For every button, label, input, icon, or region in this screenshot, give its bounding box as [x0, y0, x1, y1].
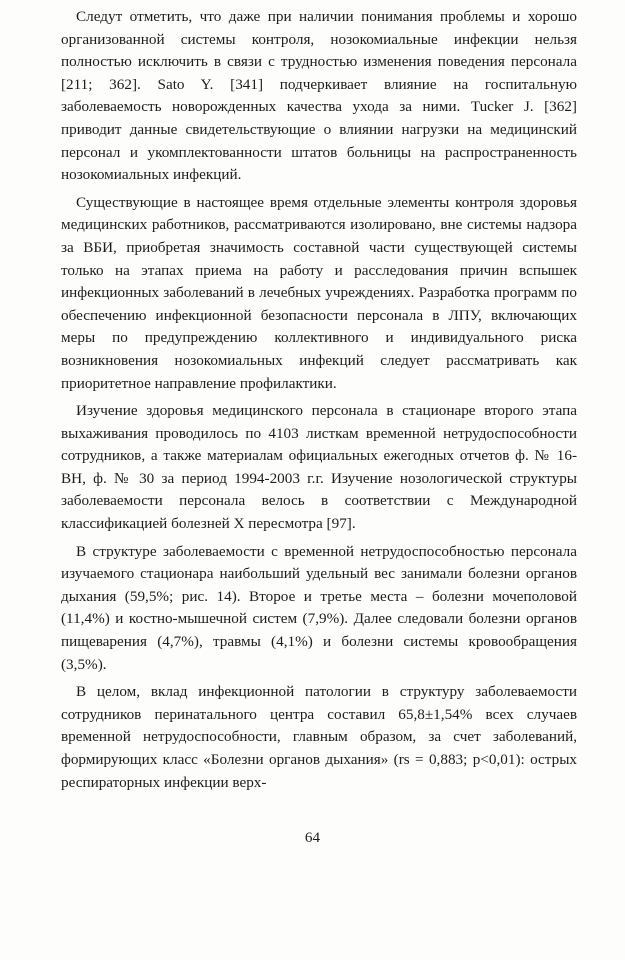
paragraph-1: Следут отметить, что даже при наличии понимания проблемы и хорошо организованной системы контроля, нозокомиальные инфекции нельзя полностью исключить в связи с трудностью изменения поведения персонала [211; 362]. Sato Y. [341] подчеркивает влияние на госпитальную заболеваемость новорожденных качества ухода за ними. Tucker J. [362] приводит данные свидетельствующие о влиянии нагрузки на медицинский персонал и укомплектованности штатов больницы на распространенность нозокомиальных инфекций.	[61, 8, 577, 184]
paragraph-4: В структуре заболеваемости с временной нетрудоспособностью персонала изучаемого стационара наибольший удельный вес занимали болезни органов дыхания (59,5%; рис. 14). Второе и третье места – болезни мочеполовой (11,4%) и костно-мышечной систем (7,9%). Далее следовали болезни органов пищеварения (4,7%), травмы (4,1%) и болезни системы кровообращения (3,5%).	[61, 542, 577, 673]
paragraph-2: Существующие в настоящее время отдельные элементы контроля здоровья медицинских работников, рассматриваются изолировано, вне системы надзора за ВБИ, приобретая значимость составной части существующей системы только на этапах приема на работу и расследования причин вспышек инфекционных заболеваний в лечебных учреждениях. Разработка программ по обеспечению инфекционной безопасности персонала в ЛПУ, включающих меры по предупреждению коллективного и индивидуального риска возникновения нозокомиальных инфекций следует рассматривать как приоритетное направление профилактики.	[61, 193, 577, 392]
paragraph-3: Изучение здоровья медицинского персонала в стационаре второго этапа выхаживания проводилось по 4103 листкам временной нетрудоспособности сотрудников, а также материалам официальных ежегодных отчетов ф. № 16-ВН, ф. № 30 за период 1994-2003 г.г. Изучение нозологической структуры заболеваемости персонала велось в соответствии с Международной классификацией болезней X пересмотра [97].	[61, 402, 577, 533]
body-text	[61, 6, 577, 794]
paragraph-5: В целом, вклад инфекционной патологии в структуру заболеваемости сотрудников перинатального центра составил 65,8±1,54% всех случаев временной нетрудоспособности, главным образом, за счет заболеваний, формирующих класс «Болезни органов дыхания» (rs = 0,883; p<0,01): острых респираторных инфекции верх-	[61, 683, 577, 791]
page-number: 64	[304, 829, 321, 846]
